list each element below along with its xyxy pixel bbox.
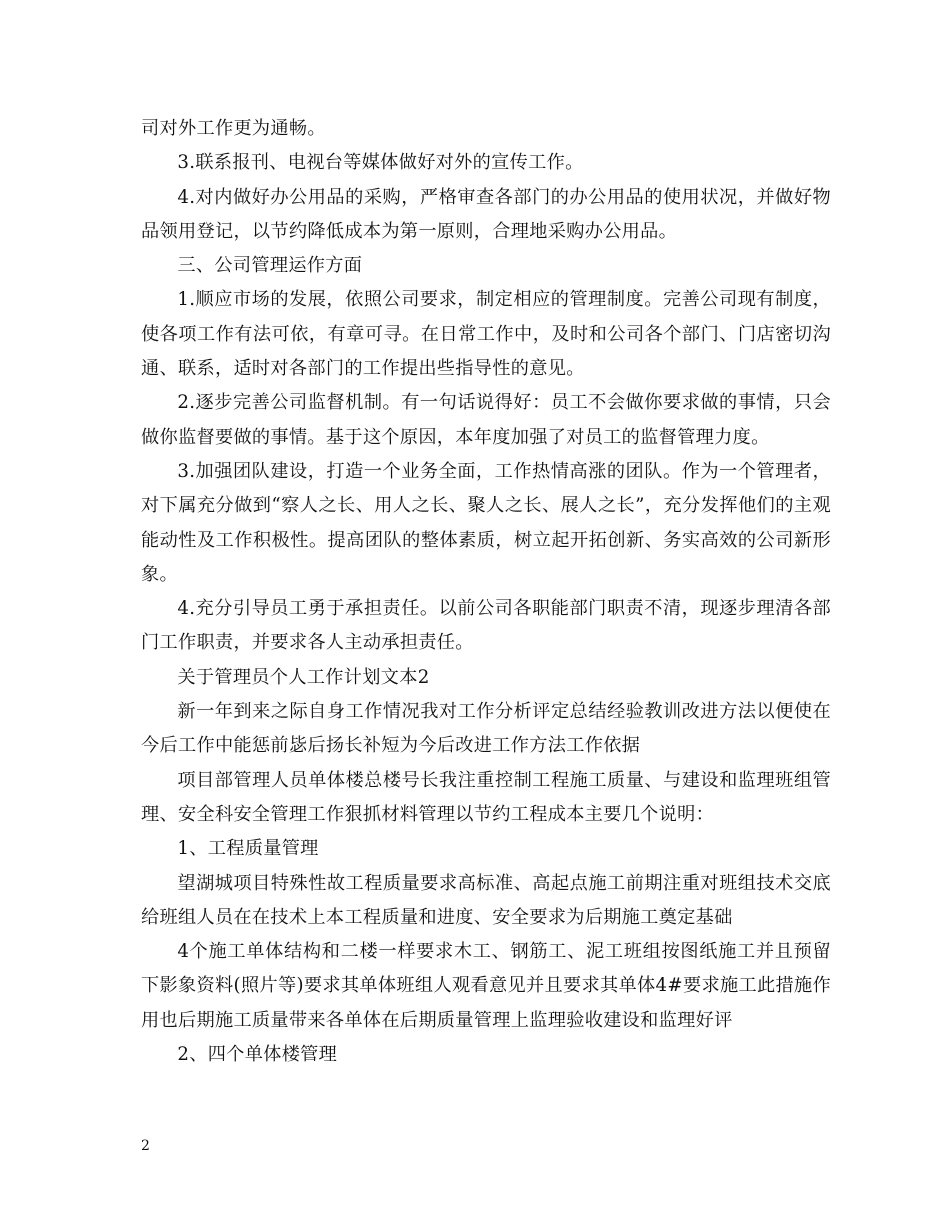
paragraph: 4.对内做好办公用品的采购，严格审查各部门的办公用品的使用状况，并做好物品领用登记，以节约降低成本为第一原则，合理地采购办公用品。 xyxy=(141,186,831,242)
document-body xyxy=(141,112,831,1072)
paragraph: 3.加强团队建设，打造一个业务全面，工作热情高涨的团队。作为一个管理者，对下属充分做到“察人之长、用人之长、聚人之长、展人之长”，充分发挥他们的主观能动性及工作积极性。提高团队的整体素质，树立起开拓创新、务实高效的公司新形象。 xyxy=(141,460,831,585)
section-heading: 1、工程质量管理 xyxy=(177,838,319,860)
paragraph: 1.顺应市场的发展，依照公司要求，制定相应的管理制度。完善公司现有制度，使各项工作有法可依，有章可寻。在日常工作中，及时和公司各个部门、门店密切沟通、联系，适时对各部门的工作提出些指导性的意见。 xyxy=(141,289,831,380)
paragraph: 4个施工单体结构和二楼一样要求木工、钢筋工、泥工班组按图纸施工并且预留下影象资料(照片等)要求其单体班组人观看意见并且要求其单体4#要求施工此措施作用也后期施工质量带来各单体在后期质量管理上监理验收建设和监理好评 xyxy=(141,941,831,1031)
paragraph: 3.联系报刊、电视台等媒体做好对外的宣传工作。 xyxy=(177,152,584,174)
section-heading: 三、公司管理运作方面 xyxy=(177,255,363,277)
page-number: 2 xyxy=(141,1138,150,1154)
section-heading: 2、四个单体楼管理 xyxy=(177,1044,338,1066)
paragraph: 4.充分引导员工勇于承担责任。以前公司各职能部门职责不清，现逐步理清各部门工作职责，并要求各人主动承担责任。 xyxy=(141,598,831,654)
paragraph: 望湖城项目特殊性故工程质量要求高标准、高起点施工前期注重对班组技术交底给班组人员在在技术上本工程质量和进度、安全要求为后期施工奠定基础 xyxy=(141,872,831,928)
paragraph: 司对外工作更为通畅。 xyxy=(141,118,326,139)
document-subtitle: 关于管理员个人工作计划文本2 xyxy=(177,666,430,688)
paragraph: 项目部管理人员单体楼总楼号长我注重控制工程施工质量、与建设和监理班组管理、安全科安全管理工作狠抓材料管理以节约工程成本主要几个说明： xyxy=(141,769,831,825)
paragraph: 新一年到来之际自身工作情况我对工作分析评定总结经验教训改进方法以便使在今后工作中能惩前毖后扬长补短为今后改进工作方法工作依据 xyxy=(141,701,831,757)
paragraph: 2.逐步完善公司监督机制。有一句话说得好：员工不会做你要求做的事情，只会做你监督要做的事情。基于这个原因，本年度加强了对员工的监督管理力度。 xyxy=(141,392,831,448)
